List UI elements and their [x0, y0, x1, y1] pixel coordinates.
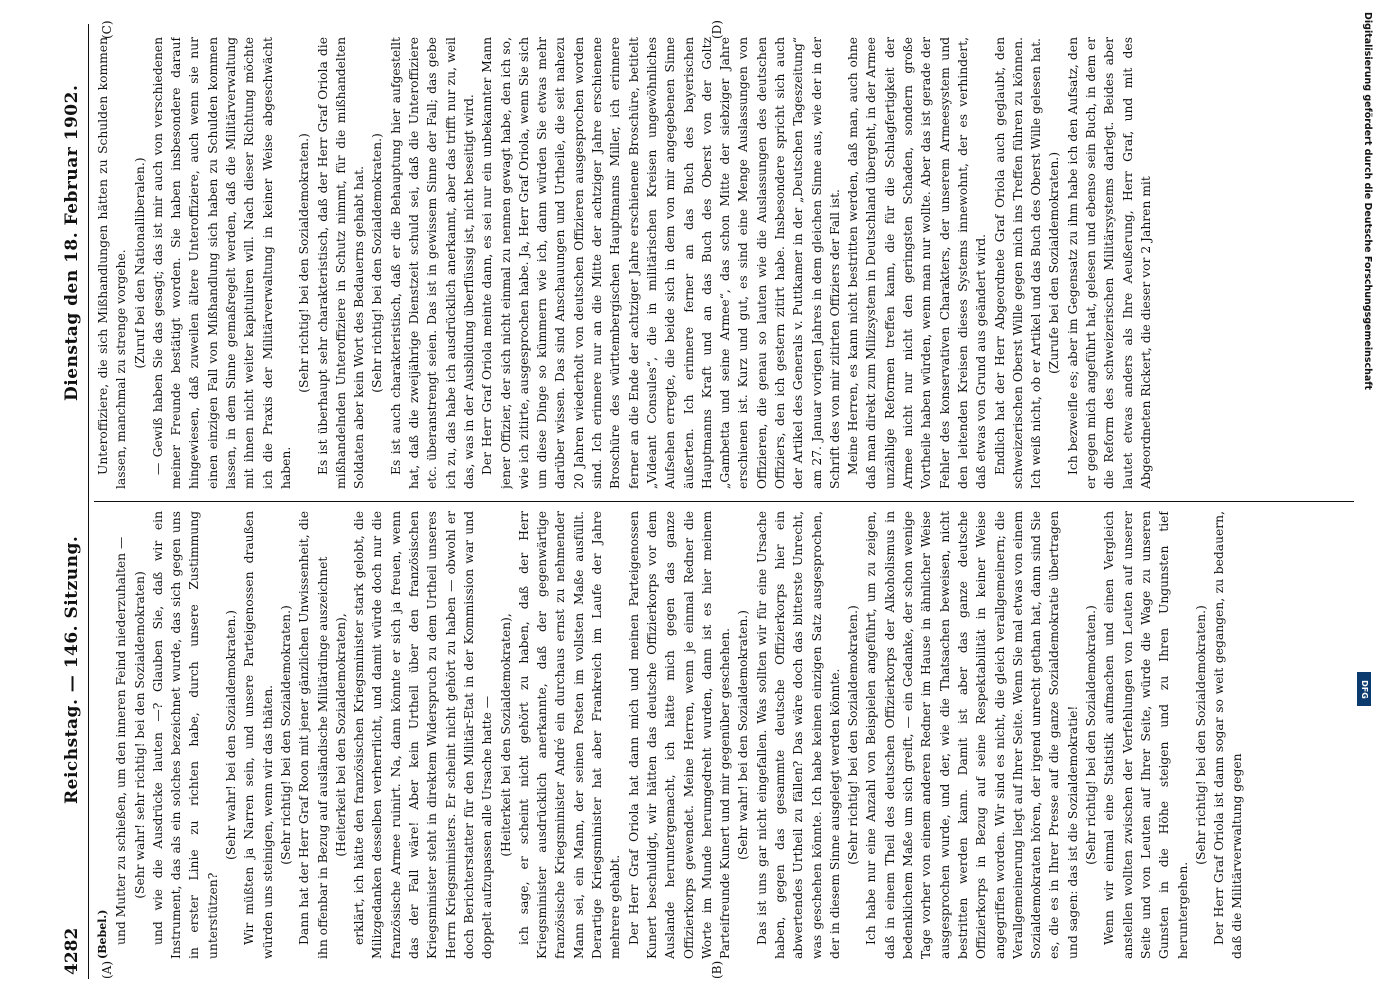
- paragraph: (Sehr wahr! bei den Sozialdemokraten.): [224, 610, 239, 860]
- paragraph: Der Herr Graf Oriola meinte dann, es sei nur ein unbekannter Mann jener Offizier, der sich nicht einmal zu nennen gewagt habe, den ich so, wie ich zitirte, ausgesprochen habe. Ja, Herr Graf Oriola, wenn Sie sich um diese Dinge so kümmern wie ich, dann würden Sie etwas mehr darüber wissen. Das sind Anschauungen und Urtheile, die seit nahezu 20 Jahren wiederholt von deutschen Offizieren ausgesprochen worden sind. Ich erinnere nur an die Mitte der achtziger Jahre erschienene Broschüre des württembergischen Hauptmanns Miller, ich erinnere ferner an die Ende der achtziger Jahre erschienene Broschüre, betitelt „Videant Consules“, die in militärischen Kreisen ungewöhnliches Aufsehen erregte, die beide sich in dem von mir angegebenen Sinne äußerten. Ich erinnere ferner an das Buch des bayerischen Hauptmanns Kraft und an das Buch des Oberst von der Goltz „Gambetta und seine Armee“, das schon Mitte der siebziger Jahre erschienen ist. Kurz und gut, es sind eine Menge Auslassungen von Offizieren, die genau so lauten wie die Auslassungen des deutschen Offiziers, den ich gestern zitirt habe. Insbesondere spricht sich auch der Artikel des Generals v. Puttkamer in der „Deutschen Tageszeitung“ am 27. Januar vorigen Jahres in dem gleichen Sinne aus, wie der in der Schrift des von mir zitirten Offiziers der Fall ist.: [480, 37, 842, 489]
- paragraph: und wie die Ausdrücke lauten —? Glauben Sie, daß wir ein Instrument, das als ein solches bezeichnet wurde, das sich gegen uns in erster Linie zu richten habe, durch unsere Zustimmung unterstützen?: [150, 511, 220, 959]
- paragraph: Es ist überhaupt sehr charakteristisch, daß der Herr Graf Oriola die mißhandelnden Unteroffiziere in Schutz nimmt, für die mißhandelten Soldaten aber kein Wort des Bedauerns gehabt hat.: [315, 37, 367, 489]
- paragraph: — Gewiß haben Sie das gesagt; das ist mir auch von verschiedenen meiner Freunde bestätigt worden. Sie haben insbesondere darauf hingewiesen, daß zuweilen ältere Unteroffiziere, auch wenn sie nur einen einzigen Fall von Mißhandlung sich haben zu Schulden kommen lassen, in dem Sinne gemaßregelt werden, daß die Militärverwaltung mit ihnen nicht weiter kapituliren will. Nach dieser Richtung möchte ich die Praxis der Militärverwaltung in keiner Weise abgeschwächt haben.: [150, 37, 293, 489]
- paragraph: (Sehr richtig! bei den Sozialdemokraten.): [370, 133, 385, 393]
- paragraph: Der Herr Graf Oriola hat dann mich und meinen Parteigenossen Kunert beschuldigt, wir hätten das deutsche Offizierkorps vor dem Auslande heruntergemacht, ich hätte mich gegen das ganze Offizierkorps gewendet. Meine Herren, wenn je einmal Redner die Worte im Munde herumgedreht wurden, dann ist es hier meinem Parteifreunde Kunert und mir gegenüber geschehen.: [626, 511, 733, 959]
- page-number: 4282: [62, 927, 82, 975]
- paragraph: (Sehr richtig! bei den Sozialdemokraten.): [297, 133, 312, 393]
- paragraph: (Sehr richtig! bei den Sozialdemokraten.): [1084, 605, 1099, 865]
- paragraph: und Mutter zu schießen, um den inneren Feind niederzuhalten —: [114, 536, 129, 945]
- speaker-name: (Bebel.): [96, 909, 109, 959]
- rotated-page: [60, 20, 1360, 979]
- header-rule: [88, 24, 89, 979]
- column-divider: [94, 501, 1354, 502]
- paragraph: Wir müßten ja Narren sein, und unsere Parteigenossen draußen würden uns steinigen, wenn wir das thäten.: [242, 511, 275, 959]
- margin-marker-c: (C): [100, 20, 114, 39]
- paragraph: (Sehr richtig! bei den Sozialdemokraten.): [1193, 605, 1208, 865]
- paragraph: erklärt, ich hätte den französischen Kriegsminister stark gelobt, die Milizgedanken desselben verherrlicht, und damit würde doch nur die französische Armee ruinirt. Na, dann könnte er sich ja freuen, wenn das der Fall wäre! Aber kein Urtheil über den französischen Kriegsminister steht in direktem Widerspruch zu dem Urtheil unseres Herrn Kriegsministers. Er scheint nicht gehört zu haben — obwohl er doch Berichterstatter für den Militär-Etat in der Kommission war und doppelt aufzupassen alle Ursache hatte —: [352, 511, 495, 959]
- paragraph: Ich habe nur eine Anzahl von Beispielen angeführt, um zu zeigen, daß in einem Theil des deutschen Offizierkorps der Alkoholismus in bedenklichem Maße um sich greift, — ein Gedanke, der schon wenige Tage vorher von einem anderen Redner im Hause in ähnlicher Weise ausgesprochen wurde, und der, wie die Thatsachen beweisen, nicht bestritten werden kann. Damit ist aber das ganze deutsche Offizierkorps in Bezug auf seine Respektabilität in keiner Weise angegriffen worden. Wir sind es nicht, die gleich verallgemeinern; die Verallgemeinerung liegt auf Ihrer Seite. Wenn Sie mal etwas von einem Sozialdemokraten hören, der irgend unrecht gethan hat, dann sind Sie es, die es in Ihrer Presse auf die ganze Sozialdemokratie übertragen und sagen: das ist die Sozialdemokratie!: [864, 511, 1080, 959]
- paragraph: (Sehr richtig! bei den Sozialdemokraten.): [846, 605, 861, 865]
- margin-marker-b: (B): [710, 960, 724, 979]
- paragraph: Dann hat der Herr Graf Roon mit jener gänzlichen Unwissenheit, die ihn offenbar in Bezug auf ausländische Militärdinge auszeichnet: [297, 511, 330, 959]
- paragraph: Wenn wir einmal eine Statistik aufmachen und einen Vergleich anstellen wollten zwischen der Verfehlungen von Leuten auf unserer Seite und von Leuten auf Ihrer Seite, würde die Wage zu unseren Gunsten in die Höhe steigen und zu Ihren Ungunsten tief heruntergehen.: [1102, 511, 1190, 959]
- paragraph: Endlich hat der Herr Abgeordnete Graf Oriola auch geglaubt, den schweizerischen Oberst Wille gegen mich ins Treffen führen zu können. Ich weiß nicht, ob er Artikel und das Buch des Oberst Wille gelesen hat.: [992, 37, 1044, 489]
- paragraph: (Zurufe bei den Sozialdemokraten.): [1047, 152, 1062, 374]
- paragraph: (Heiterkeit bei den Sozialdemokraten),: [333, 613, 348, 857]
- paragraph: Meine Herren, es kann nicht bestritten werden, daß man, auch ohne daß man direkt zum Milizsystem in Deutschland übergeht, in der Armee unzählige Reformen treffen kann, die für die Schlagfertigkeit der Armee nicht nur nicht den geringsten Schaden, sondern große Vortheile haben würden, wenn man nur wollte. Aber das ist gerade der Fehler des konservativen Charakters, der unserem Armeesystem und den leitenden Kreisen dieses Systems innewohnt, der es verhindert, daß etwas von Grund aus geändert wird.: [846, 37, 989, 489]
- paragraph: Unteroffiziere, die sich Mißhandlungen hätten zu Schulden kommen lassen, manchmal zu strenge vorgehe.: [96, 37, 129, 489]
- paragraph: Der Herr Graf Oriola ist dann sogar so weit gegangen, zu bedauern, daß die Militärverwaltung gegen: [1212, 511, 1245, 959]
- left-column: [94, 511, 1344, 959]
- paragraph: Das ist uns gar nicht eingefallen. Was sollten wir für eine Ursache haben, gegen das gesammte deutsche Offizierkorps hier ein abwertendes Urtheil zu fällen? Das wäre doch das bitterste Unrecht, was geschehen könnte. Ich habe keinen einzigen Satz ausgesprochen, der in diesem Sinne ausgelegt werden könnte.: [754, 511, 842, 959]
- dfg-logo: DFG: [1357, 672, 1371, 706]
- margin-marker-a: (A): [100, 960, 114, 979]
- paragraph: (Heiterkeit bei den Sozialdemokraten),: [498, 613, 513, 857]
- session-title: Reichstag. — 146. Sitzung.: [62, 535, 82, 804]
- paragraph: Es ist auch charakteristisch, daß er die Behauptung hier aufgestellt hat, daß die zweijährige Dienstzeit schuld sei, daß die Unteroffiziere etc. überanstrengt seien. Das ist in gewissem Sinne der Fall; das gebe ich zu, das habe ich ausdrücklich anerkannt, aber das trifft nur zu, weil das, was in der Ausbildung überflüssig ist, nicht beseitigt wird.: [388, 37, 476, 489]
- right-column: [94, 37, 1344, 489]
- paragraph: (Sehr richtig! bei den Sozialdemokraten.): [278, 605, 293, 865]
- page-header: [60, 24, 86, 979]
- paragraph: ich sage, er scheint nicht gehört zu haben, daß der Herr Kriegsminister ausdrücklich anerkannte, daß der gegenwärtige französische Kriegsminister André ein durchaus ernst zu nehmender Mann sei, ein Mann, der seinen Posten im vollsten Maße ausfüllt. Derartige Kriegsminister hat aber Frankreich im Laufe der Jahre mehrere gehabt.: [516, 511, 623, 959]
- paragraph: (Zuruf bei den Nationalliberalen.): [132, 157, 147, 369]
- paragraph: Ich bezweifle es; aber im Gegensatz zu ihm habe ich den Aufsatz, den er gegen mich angeführt hat, gelesen und ebenso sein Buch, in dem er die Reform des schweizerischen Militärsystems darlegt. Beides aber lautet etwas anders als Ihre Aeußerung, Herr Graf, und mit des Abgeordneten Rickert, die dieser vor 2 Jahren mit: [1065, 37, 1153, 489]
- session-date: Dienstag den 18. Februar 1902.: [62, 84, 82, 401]
- margin-marker-d: (D): [710, 20, 724, 39]
- funding-note: [1357, 12, 1373, 712]
- paragraph: (Sehr wahr! sehr richtig! bei den Sozialdemokraten): [132, 571, 147, 899]
- funding-text: Digitalisierung gefördert durch die Deutsche Forschungsgemeinschaft: [1362, 12, 1373, 390]
- paragraph: (Sehr wahr! bei den Sozialdemokraten.): [736, 610, 751, 860]
